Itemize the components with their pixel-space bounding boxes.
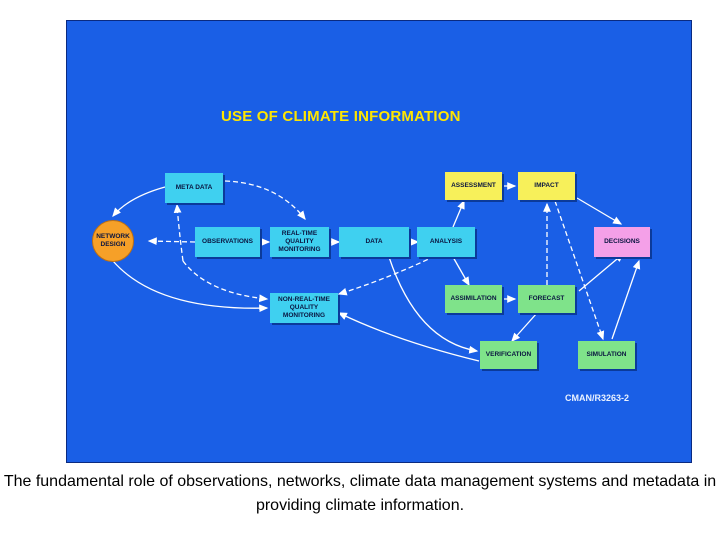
arrow-realtime-down-to-metadata bbox=[177, 205, 183, 261]
arrow-metadata-to-realtime bbox=[225, 181, 305, 219]
node-impact: IMPACT bbox=[518, 172, 575, 200]
arrow-observations-to-network bbox=[149, 241, 195, 242]
arrow-forecast-to-decisions bbox=[579, 254, 623, 291]
node-assessment: ASSESSMENT bbox=[445, 172, 502, 200]
figure-caption: The fundamental role of observations, networks, climate data management systems and metadata in providing climate information. bbox=[3, 473, 717, 514]
arrow-analysis-to-assimilation bbox=[453, 257, 469, 285]
arrow-forecast-to-verification bbox=[512, 313, 537, 341]
node-metadata: META DATA bbox=[165, 173, 223, 203]
arrow-network-to-nonrealtime bbox=[113, 261, 267, 308]
diagram-slide bbox=[66, 20, 692, 463]
figure-code: CMAN/R3263-2 bbox=[565, 393, 630, 403]
arrow-observations-to-nonrealtime bbox=[183, 261, 267, 299]
node-data: DATA bbox=[339, 227, 409, 257]
node-observations: OBSERVATIONS bbox=[195, 227, 260, 257]
arrow-impact-to-decisions bbox=[577, 198, 621, 224]
node-decisions: DECISIONS bbox=[594, 227, 650, 257]
diagram-title: USE OF CLIMATE INFORMATION bbox=[221, 108, 461, 125]
node-simulation: SIMULATION bbox=[578, 341, 635, 369]
arrow-metadata-to-network bbox=[113, 187, 165, 216]
arrow-analysis-to-assessment bbox=[453, 201, 464, 227]
node-verification: VERIFICATION bbox=[480, 341, 537, 369]
node-analysis: ANALYSIS bbox=[417, 227, 475, 257]
node-network-design: NETWORK DESIGN bbox=[92, 220, 134, 262]
node-forecast: FORECAST bbox=[518, 285, 575, 313]
node-assimilation: ASSIMILATION bbox=[445, 285, 502, 313]
arrow-analysis-to-nonrealtime bbox=[339, 256, 435, 294]
node-nonrealtime-quality-monitoring: NON-REAL-TIME QUALITY MONITORING bbox=[270, 293, 338, 323]
arrow-simulation-to-decisions bbox=[612, 261, 639, 339]
node-realtime-quality-monitoring: REAL-TIME QUALITY MONITORING bbox=[270, 227, 329, 257]
arrow-verification-to-nonrealtime bbox=[339, 313, 479, 361]
arrow-impact-to-simulation bbox=[555, 201, 603, 339]
